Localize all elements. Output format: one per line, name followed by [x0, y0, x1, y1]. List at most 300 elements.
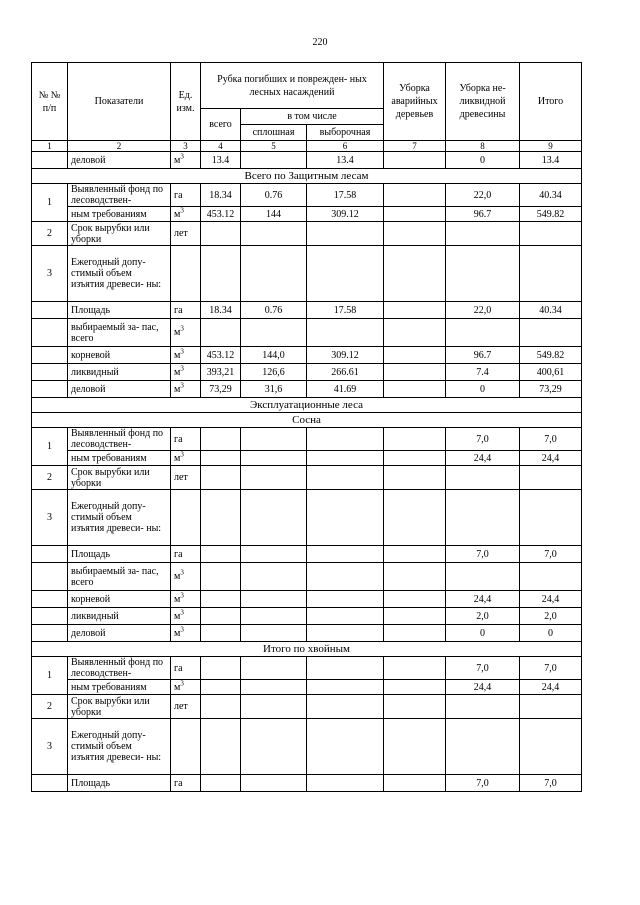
- value-v4: 13.4: [201, 152, 241, 169]
- row-number: [32, 591, 68, 608]
- value-v6: [307, 680, 384, 695]
- value-v5: [241, 466, 307, 490]
- value-v9: 7,0: [520, 428, 582, 451]
- indicator-label: Ежегодный допу- стимый объем изъятия древеси- ны:: [68, 246, 171, 302]
- unit-exponent: 3: [180, 625, 184, 634]
- value-v4: 453.12: [201, 347, 241, 364]
- unit-cell: [171, 184, 201, 207]
- value-v6: [307, 222, 384, 246]
- value-v9: 2,0: [520, 608, 582, 625]
- value-v6: [307, 428, 384, 451]
- value-v6: [307, 657, 384, 680]
- value-v8: 7.4: [446, 364, 520, 381]
- value-v6: [307, 719, 384, 775]
- indicator-label: деловой: [68, 625, 171, 642]
- value-v8: 7,0: [446, 657, 520, 680]
- value-v7: [384, 319, 446, 347]
- header-number: № № п/п: [32, 63, 68, 141]
- table-row: [32, 381, 582, 398]
- unit-text: м: [174, 610, 181, 622]
- table-row: [32, 152, 582, 169]
- value-v7: [384, 246, 446, 302]
- table-row: [32, 657, 582, 680]
- unit-exponent: 3: [180, 206, 184, 215]
- unit-cell: [171, 347, 201, 364]
- value-v4: [201, 657, 241, 680]
- value-v7: [384, 222, 446, 246]
- value-v7: [384, 695, 446, 719]
- indicator-label: Ежегодный допу- стимый объем изъятия древеси- ны:: [68, 490, 171, 546]
- indicator-label: корневой: [68, 347, 171, 364]
- value-v5: [241, 490, 307, 546]
- value-v4: [201, 591, 241, 608]
- value-v7: [384, 608, 446, 625]
- indicator-label: Площадь: [68, 302, 171, 319]
- value-v4: [201, 563, 241, 591]
- value-v9: 7,0: [520, 775, 582, 792]
- table-row: [32, 591, 582, 608]
- indicator-label: деловой: [68, 381, 171, 398]
- value-v6: [307, 625, 384, 642]
- table-row: [32, 207, 582, 222]
- value-v5: 126,6: [241, 364, 307, 381]
- value-v4: [201, 222, 241, 246]
- value-v6: 266.61: [307, 364, 384, 381]
- row-number: [32, 152, 68, 169]
- unit-exponent: 3: [180, 364, 184, 373]
- value-v6: 17.58: [307, 302, 384, 319]
- row-number: [32, 381, 68, 398]
- value-v6: [307, 563, 384, 591]
- section-title: Сосна: [32, 413, 582, 428]
- section-row: [32, 413, 582, 428]
- value-v5: 144,0: [241, 347, 307, 364]
- table-row: [32, 546, 582, 563]
- value-v8: [446, 563, 520, 591]
- value-v7: [384, 152, 446, 169]
- unit-cell: [171, 625, 201, 642]
- section-title: Эксплуатационные леса: [32, 398, 582, 413]
- value-v8: 7,0: [446, 546, 520, 563]
- unit-text: га: [174, 304, 183, 316]
- unit-exponent: 3: [180, 450, 184, 459]
- value-v9: [520, 466, 582, 490]
- value-v7: [384, 680, 446, 695]
- column-number: 1: [32, 141, 68, 152]
- header-unit: Ед. изм.: [171, 63, 201, 141]
- value-v9: 40.34: [520, 184, 582, 207]
- unit-text: га: [174, 189, 183, 201]
- unit-cell: [171, 319, 201, 347]
- unit-cell: [171, 695, 201, 719]
- unit-text: м: [174, 593, 181, 605]
- table-row: [32, 319, 582, 347]
- value-v5: [241, 546, 307, 563]
- value-v5: [241, 719, 307, 775]
- value-v7: [384, 184, 446, 207]
- unit-cell: [171, 152, 201, 169]
- unit-cell: [171, 591, 201, 608]
- value-v4: [201, 695, 241, 719]
- unit-text: м: [174, 627, 181, 639]
- unit-exponent: 3: [180, 381, 184, 390]
- value-v8: [446, 246, 520, 302]
- row-number: [32, 319, 68, 347]
- value-v7: [384, 490, 446, 546]
- value-v7: [384, 657, 446, 680]
- table-row: [32, 775, 582, 792]
- unit-cell: [171, 364, 201, 381]
- unit-cell: [171, 490, 201, 546]
- value-v7: [384, 451, 446, 466]
- value-v5: [241, 246, 307, 302]
- page-number: 220: [312, 37, 328, 48]
- value-v8: 2,0: [446, 608, 520, 625]
- value-v4: [201, 428, 241, 451]
- unit-cell: [171, 381, 201, 398]
- value-v9: 7,0: [520, 546, 582, 563]
- value-v7: [384, 563, 446, 591]
- unit-text: м: [174, 327, 181, 338]
- unit-cell: [171, 428, 201, 451]
- row-number: [32, 608, 68, 625]
- unit-cell: [171, 775, 201, 792]
- indicator-label: Срок вырубки или уборки: [68, 466, 171, 490]
- table-row: [32, 466, 582, 490]
- row-number: 1: [32, 428, 68, 466]
- value-v6: 309.12: [307, 207, 384, 222]
- indicator-label: выбираемый за- пас, всего: [68, 563, 171, 591]
- header-clear-cut: сплошная: [241, 125, 307, 141]
- column-number: 9: [520, 141, 582, 152]
- unit-text: га: [174, 433, 183, 445]
- indicator-label: ликвидный: [68, 364, 171, 381]
- value-v6: [307, 591, 384, 608]
- unit-text: га: [174, 662, 183, 674]
- value-v4: [201, 490, 241, 546]
- section-row: [32, 398, 582, 413]
- unit-text: м: [174, 383, 181, 395]
- row-number: 2: [32, 222, 68, 246]
- value-v8: 22,0: [446, 302, 520, 319]
- column-number-row: [32, 141, 582, 152]
- value-v8: 24,4: [446, 591, 520, 608]
- value-v5: 0.76: [241, 184, 307, 207]
- unit-exponent: 3: [180, 568, 184, 577]
- value-v6: [307, 695, 384, 719]
- row-number: 2: [32, 695, 68, 719]
- header-total: Итого: [520, 63, 582, 141]
- value-v4: [201, 719, 241, 775]
- header-felling-group: Рубка погибших и поврежден- ных лесных насаждений: [201, 63, 384, 109]
- value-v9: 549.82: [520, 207, 582, 222]
- value-v9: 13.4: [520, 152, 582, 169]
- value-v5: [241, 657, 307, 680]
- unit-cell: [171, 246, 201, 302]
- indicator-label: Выявленный фонд по лесоводствен-: [68, 657, 171, 680]
- value-v5: [241, 591, 307, 608]
- row-number: 3: [32, 719, 68, 775]
- value-v9: 0: [520, 625, 582, 642]
- unit-text: м: [174, 208, 181, 220]
- unit-text: лет: [174, 701, 188, 712]
- column-number: 4: [201, 141, 241, 152]
- indicator-label: Выявленный фонд по лесоводствен-: [68, 428, 171, 451]
- unit-text: м: [174, 154, 181, 166]
- value-v4: 18.34: [201, 184, 241, 207]
- value-v7: [384, 466, 446, 490]
- value-v4: [201, 451, 241, 466]
- unit-exponent: 3: [180, 679, 184, 688]
- column-number: 8: [446, 141, 520, 152]
- table-row: [32, 563, 582, 591]
- value-v6: [307, 451, 384, 466]
- value-v5: [241, 625, 307, 642]
- unit-cell: [171, 222, 201, 246]
- indicator-label: Срок вырубки или уборки: [68, 222, 171, 246]
- value-v5: [241, 222, 307, 246]
- unit-cell: [171, 563, 201, 591]
- value-v6: 13.4: [307, 152, 384, 169]
- value-v7: [384, 775, 446, 792]
- value-v8: [446, 466, 520, 490]
- table-row: [32, 222, 582, 246]
- unit-cell: [171, 608, 201, 625]
- value-v5: [241, 680, 307, 695]
- value-v5: 0.76: [241, 302, 307, 319]
- row-number: 1: [32, 184, 68, 222]
- indicator-label: деловой: [68, 152, 171, 169]
- row-number: [32, 364, 68, 381]
- indicator-label: ным требованиям: [68, 451, 171, 466]
- forest-data-table: [31, 62, 582, 792]
- value-v9: [520, 695, 582, 719]
- value-v5: 31,6: [241, 381, 307, 398]
- value-v9: [520, 246, 582, 302]
- value-v4: [201, 246, 241, 302]
- header-illiquid-wood: Уборка не- ликвидной древесины: [446, 63, 520, 141]
- section-row: [32, 642, 582, 657]
- table-row: [32, 347, 582, 364]
- column-number: 5: [241, 141, 307, 152]
- value-v7: [384, 207, 446, 222]
- value-v8: [446, 695, 520, 719]
- section-title: Итого по хвойным: [32, 642, 582, 657]
- value-v7: [384, 428, 446, 451]
- value-v6: [307, 775, 384, 792]
- column-number: 2: [68, 141, 171, 152]
- value-v5: [241, 775, 307, 792]
- table-row: [32, 302, 582, 319]
- row-number: [32, 302, 68, 319]
- table-row: [32, 680, 582, 695]
- value-v8: 0: [446, 625, 520, 642]
- unit-cell: [171, 546, 201, 563]
- column-number: 7: [384, 141, 446, 152]
- value-v8: 96.7: [446, 207, 520, 222]
- value-v6: [307, 490, 384, 546]
- value-v8: 24,4: [446, 451, 520, 466]
- table-row: [32, 364, 582, 381]
- header-felling-total: всего: [201, 109, 241, 141]
- table-row: [32, 184, 582, 207]
- table-header: [32, 63, 582, 141]
- value-v7: [384, 302, 446, 319]
- indicator-label: выбираемый за- пас, всего: [68, 319, 171, 347]
- value-v8: 22,0: [446, 184, 520, 207]
- table-row: [32, 695, 582, 719]
- unit-text: м: [174, 349, 181, 361]
- value-v8: [446, 319, 520, 347]
- value-v9: 7,0: [520, 657, 582, 680]
- unit-cell: [171, 719, 201, 775]
- unit-text: м: [174, 366, 181, 378]
- value-v7: [384, 347, 446, 364]
- value-v6: [307, 246, 384, 302]
- value-v5: [241, 451, 307, 466]
- indicator-label: ным требованиям: [68, 680, 171, 695]
- value-v4: 18.34: [201, 302, 241, 319]
- value-v8: 7,0: [446, 428, 520, 451]
- row-number: 1: [32, 657, 68, 695]
- indicator-label: Площадь: [68, 546, 171, 563]
- value-v9: 40.34: [520, 302, 582, 319]
- header-selective-cut: выборочная: [307, 125, 384, 141]
- table-body: [32, 141, 582, 792]
- value-v5: 144: [241, 207, 307, 222]
- unit-text: га: [174, 548, 183, 560]
- section-row: [32, 169, 582, 184]
- unit-exponent: 3: [180, 324, 184, 333]
- value-v8: 0: [446, 381, 520, 398]
- value-v8: [446, 490, 520, 546]
- value-v9: 400,61: [520, 364, 582, 381]
- value-v9: 549.82: [520, 347, 582, 364]
- value-v9: [520, 490, 582, 546]
- row-number: [32, 625, 68, 642]
- value-v8: 0: [446, 152, 520, 169]
- value-v5: [241, 152, 307, 169]
- value-v9: [520, 563, 582, 591]
- value-v6: 309.12: [307, 347, 384, 364]
- value-v7: [384, 591, 446, 608]
- value-v9: 24,4: [520, 451, 582, 466]
- row-number: 2: [32, 466, 68, 490]
- unit-cell: [171, 466, 201, 490]
- value-v4: 73,29: [201, 381, 241, 398]
- unit-exponent: 3: [180, 591, 184, 600]
- value-v4: [201, 546, 241, 563]
- unit-text: га: [174, 777, 183, 789]
- unit-text: м: [174, 452, 181, 464]
- unit-text: м: [174, 681, 181, 693]
- value-v5: [241, 319, 307, 347]
- value-v9: 73,29: [520, 381, 582, 398]
- value-v5: [241, 563, 307, 591]
- value-v9: [520, 222, 582, 246]
- value-v4: 393,21: [201, 364, 241, 381]
- value-v7: [384, 364, 446, 381]
- table-row: [32, 451, 582, 466]
- row-number: 3: [32, 490, 68, 546]
- header-emergency-trees: Уборка аварийных деревьев: [384, 63, 446, 141]
- unit-exponent: 3: [180, 347, 184, 356]
- value-v7: [384, 625, 446, 642]
- value-v8: 96.7: [446, 347, 520, 364]
- indicator-label: корневой: [68, 591, 171, 608]
- table-row: [32, 608, 582, 625]
- value-v6: [307, 608, 384, 625]
- column-number: 6: [307, 141, 384, 152]
- value-v5: [241, 608, 307, 625]
- row-number: 3: [32, 246, 68, 302]
- value-v4: [201, 775, 241, 792]
- value-v4: [201, 466, 241, 490]
- table-row: [32, 625, 582, 642]
- value-v6: [307, 466, 384, 490]
- unit-exponent: 3: [180, 608, 184, 617]
- unit-cell: [171, 451, 201, 466]
- table-row: [32, 428, 582, 451]
- value-v7: [384, 719, 446, 775]
- value-v8: [446, 719, 520, 775]
- value-v6: [307, 546, 384, 563]
- table-row: [32, 719, 582, 775]
- indicator-label: ликвидный: [68, 608, 171, 625]
- value-v4: [201, 625, 241, 642]
- indicator-label: Срок вырубки или уборки: [68, 695, 171, 719]
- value-v9: 24,4: [520, 591, 582, 608]
- indicator-label: Выявленный фонд по лесоводствен-: [68, 184, 171, 207]
- unit-text: лет: [174, 472, 188, 483]
- column-number: 3: [171, 141, 201, 152]
- row-number: [32, 347, 68, 364]
- unit-cell: [171, 680, 201, 695]
- row-number: [32, 546, 68, 563]
- unit-text: м: [174, 571, 181, 582]
- unit-cell: [171, 207, 201, 222]
- unit-text: лет: [174, 228, 188, 239]
- value-v8: 24,4: [446, 680, 520, 695]
- value-v6: 41.69: [307, 381, 384, 398]
- value-v8: [446, 222, 520, 246]
- indicator-label: ным требованиям: [68, 207, 171, 222]
- indicator-label: Ежегодный допу- стимый объем изъятия древеси- ны:: [68, 719, 171, 775]
- row-number: [32, 563, 68, 591]
- unit-exponent: 3: [180, 152, 184, 161]
- row-number: [32, 775, 68, 792]
- value-v4: [201, 608, 241, 625]
- indicator-label: Площадь: [68, 775, 171, 792]
- unit-cell: [171, 657, 201, 680]
- unit-cell: [171, 302, 201, 319]
- table-row: [32, 246, 582, 302]
- value-v9: [520, 719, 582, 775]
- section-title: Всего по Защитным лесам: [32, 169, 582, 184]
- value-v4: [201, 319, 241, 347]
- header-including: в том числе: [241, 109, 384, 125]
- value-v9: [520, 319, 582, 347]
- value-v7: [384, 546, 446, 563]
- value-v9: 24,4: [520, 680, 582, 695]
- value-v8: 7,0: [446, 775, 520, 792]
- value-v4: [201, 680, 241, 695]
- value-v7: [384, 381, 446, 398]
- header-indicators: Показатели: [68, 63, 171, 141]
- table-row: [32, 490, 582, 546]
- value-v5: [241, 428, 307, 451]
- value-v6: [307, 319, 384, 347]
